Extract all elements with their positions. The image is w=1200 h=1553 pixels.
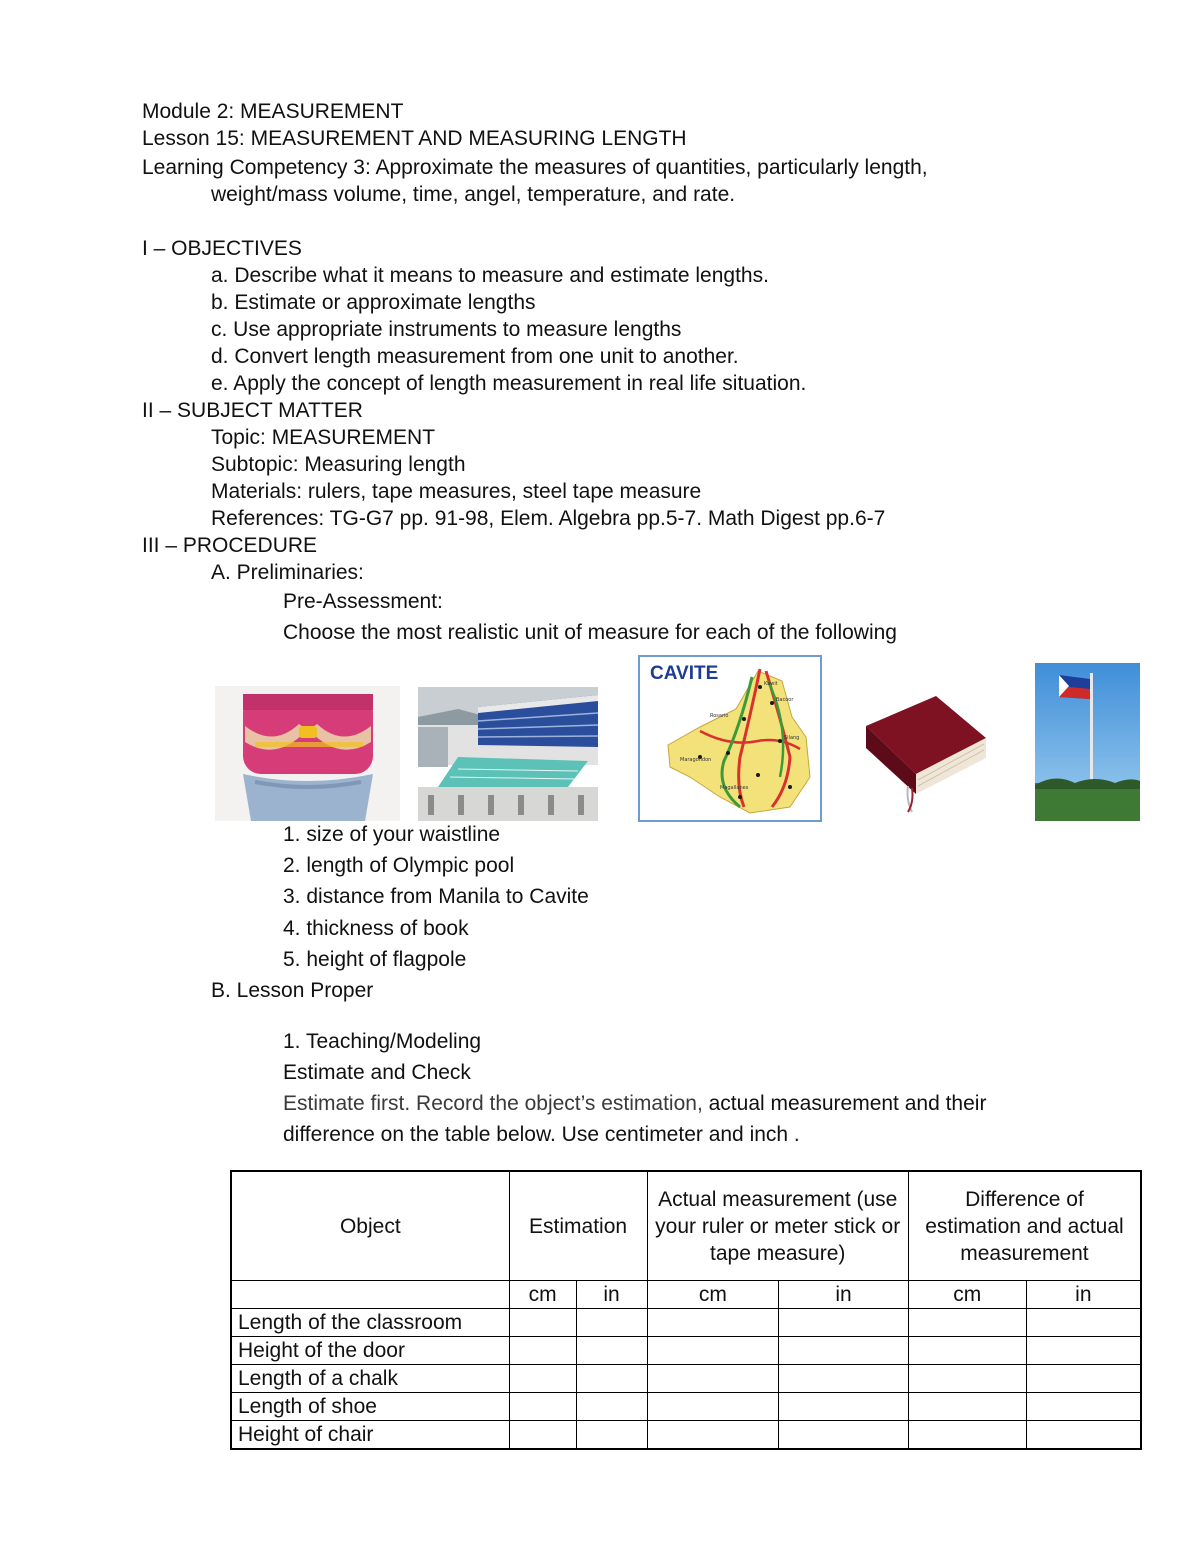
answer-cell[interactable] — [647, 1365, 779, 1393]
object-cell: Height of the door — [231, 1337, 509, 1365]
cavite-map-image — [638, 655, 822, 822]
materials-line: Materials: rulers, tape measures, steel tape measure — [211, 480, 702, 503]
objective-item: a. Describe what it means to measure and estimate lengths. — [211, 264, 769, 287]
assessment-item: 3. distance from Manila to Cavite — [283, 885, 589, 908]
lesson-proper-heading: B. Lesson Proper — [211, 979, 374, 1002]
answer-cell[interactable] — [509, 1337, 576, 1365]
procedure-heading: III – PROCEDURE — [142, 534, 318, 557]
table-row — [231, 1337, 1141, 1365]
answer-cell[interactable] — [1026, 1393, 1141, 1421]
answer-cell[interactable] — [779, 1337, 909, 1365]
olympic-pool-image — [418, 687, 598, 821]
table-unit-row — [231, 1281, 1141, 1309]
header-difference: Difference of estimation and actual measurement — [908, 1171, 1141, 1281]
record-instruction-line-2: difference on the table below. Use centimeter and inch . — [283, 1123, 800, 1146]
answer-cell[interactable] — [1026, 1421, 1141, 1450]
object-cell: Height of chair — [231, 1421, 509, 1450]
pre-assessment-label: Pre-Assessment: — [283, 590, 443, 613]
answer-cell[interactable] — [647, 1337, 779, 1365]
teaching-heading: 1. Teaching/Modeling — [283, 1030, 482, 1053]
objective-item: c. Use appropriate instruments to measure lengths — [211, 318, 682, 341]
unit-cell: cm — [509, 1281, 576, 1309]
svg-text:Maragondon: Maragondon — [680, 757, 712, 763]
competency-line-2: weight/mass volume, time, angel, temperature, and rate. — [211, 183, 736, 206]
answer-cell[interactable] — [908, 1309, 1026, 1337]
object-cell: Length of shoe — [231, 1393, 509, 1421]
answer-cell[interactable] — [576, 1421, 647, 1450]
subject-matter-heading: II – SUBJECT MATTER — [142, 399, 363, 422]
header-object: Object — [231, 1171, 509, 1281]
book-image — [858, 690, 993, 815]
subtopic-line: Subtopic: Measuring length — [211, 453, 466, 476]
record-instruction-part-b: actual measurement and their — [702, 1092, 987, 1115]
record-instruction-part-a: Estimate first. Record the object’s estimation, — [283, 1092, 703, 1115]
estimate-check-heading: Estimate and Check — [283, 1061, 471, 1084]
references-line: References: TG-G7 pp. 91-98, Elem. Algebra pp.5-7. Math Digest pp.6-7 — [211, 507, 886, 530]
record-instruction-line-1 — [283, 1091, 986, 1117]
unit-cell: cm — [647, 1281, 779, 1309]
answer-cell[interactable] — [908, 1337, 1026, 1365]
objective-item: e. Apply the concept of length measurement in real life situation. — [211, 372, 807, 395]
unit-cell: cm — [908, 1281, 1026, 1309]
header-actual-measurement: Actual measurement (use your ruler or meter stick or tape measure) — [647, 1171, 908, 1281]
answer-cell[interactable] — [908, 1393, 1026, 1421]
answer-cell[interactable] — [576, 1365, 647, 1393]
assessment-item: 2. length of Olympic pool — [283, 854, 515, 877]
answer-cell[interactable] — [576, 1393, 647, 1421]
answer-cell[interactable] — [908, 1421, 1026, 1450]
answer-cell[interactable] — [509, 1421, 576, 1450]
pre-assessment-instruction: Choose the most realistic unit of measure for each of the following — [283, 621, 897, 644]
flagpole-image — [1035, 663, 1140, 821]
svg-text:Rosario: Rosario — [710, 713, 729, 719]
objective-item: d. Convert length measurement from one unit to another. — [211, 345, 739, 368]
svg-text:Silang: Silang — [784, 735, 800, 741]
objectives-heading: I – OBJECTIVES — [142, 237, 302, 260]
table-header-row — [231, 1171, 1141, 1281]
preliminaries-heading: A. Preliminaries: — [211, 561, 364, 584]
answer-cell[interactable] — [509, 1365, 576, 1393]
answer-cell[interactable] — [576, 1309, 647, 1337]
answer-cell[interactable] — [779, 1393, 909, 1421]
answer-cell[interactable] — [779, 1421, 909, 1450]
unit-cell-empty — [231, 1281, 509, 1309]
svg-text:Magallanes: Magallanes — [720, 785, 749, 791]
answer-cell[interactable] — [908, 1365, 1026, 1393]
answer-cell[interactable] — [647, 1309, 779, 1337]
unit-cell: in — [1026, 1281, 1141, 1309]
waistline-image — [215, 686, 400, 821]
objective-item: b. Estimate or approximate lengths — [211, 291, 536, 314]
map-title: CAVITE — [650, 663, 719, 684]
answer-cell[interactable] — [1026, 1309, 1141, 1337]
assessment-item: 1. size of your waistline — [283, 823, 501, 846]
svg-text:Bacoor: Bacoor — [776, 697, 794, 703]
topic-line: Topic: MEASUREMENT — [211, 426, 436, 449]
table-row — [231, 1421, 1141, 1450]
estimation-table — [230, 1170, 1142, 1450]
answer-cell[interactable] — [576, 1337, 647, 1365]
competency-line-1: Learning Competency 3: Approximate the measures of quantities, particularly length, — [142, 156, 928, 179]
answer-cell[interactable] — [779, 1309, 909, 1337]
answer-cell[interactable] — [1026, 1365, 1141, 1393]
answer-cell[interactable] — [1026, 1337, 1141, 1365]
svg-text:Kawit: Kawit — [764, 681, 778, 687]
unit-cell: in — [779, 1281, 909, 1309]
answer-cell[interactable] — [647, 1421, 779, 1450]
answer-cell[interactable] — [509, 1393, 576, 1421]
answer-cell[interactable] — [647, 1393, 779, 1421]
assessment-item: 5. height of flagpole — [283, 948, 467, 971]
unit-cell: in — [576, 1281, 647, 1309]
table-row — [231, 1309, 1141, 1337]
assessment-item: 4. thickness of book — [283, 917, 469, 940]
answer-cell[interactable] — [509, 1309, 576, 1337]
module-title: Module 2: MEASUREMENT — [142, 100, 404, 123]
object-cell: Length of the classroom — [231, 1309, 509, 1337]
answer-cell[interactable] — [779, 1365, 909, 1393]
object-cell: Length of a chalk — [231, 1365, 509, 1393]
lesson-title: Lesson 15: MEASUREMENT AND MEASURING LENGTH — [142, 127, 687, 150]
header-estimation: Estimation — [509, 1171, 647, 1281]
table-row — [231, 1365, 1141, 1393]
table-row — [231, 1393, 1141, 1421]
